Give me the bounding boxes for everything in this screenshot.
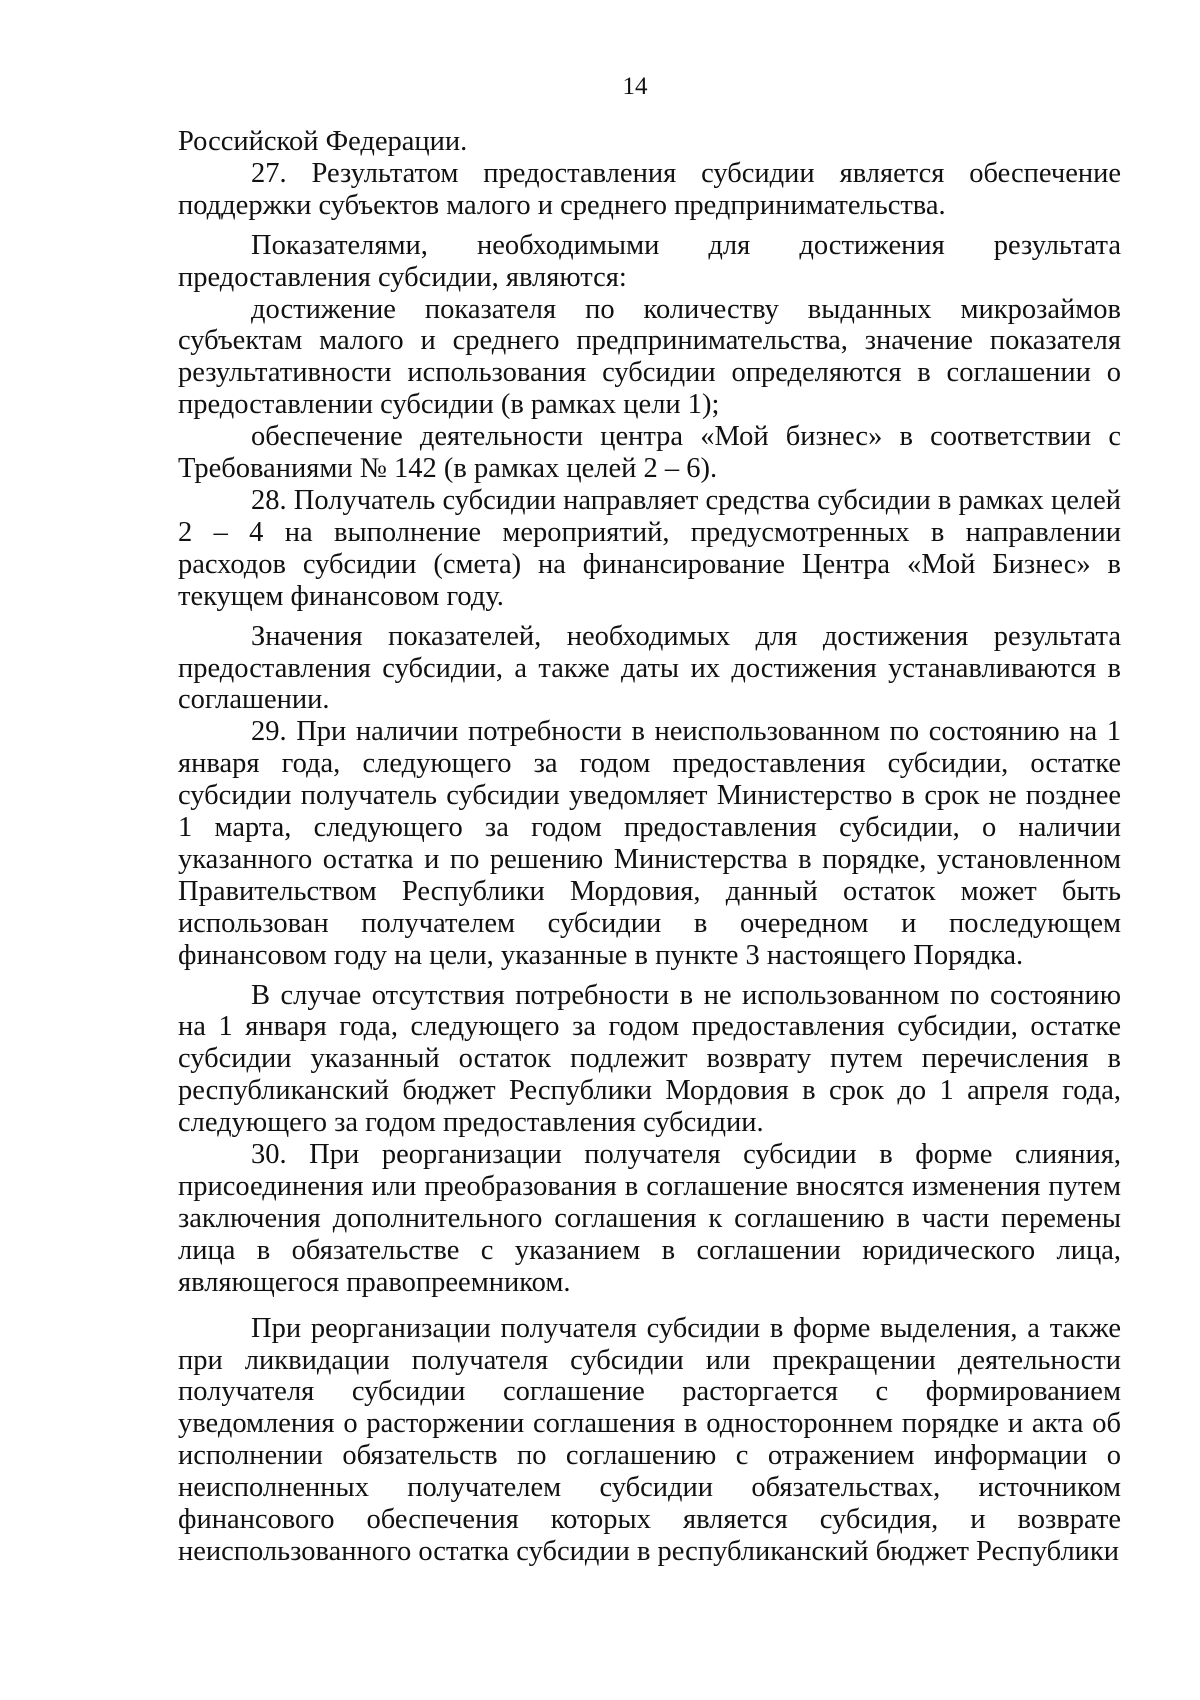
paragraph-item-30: 30. При реорганизации получателя субсидии в форме слияния, присоединения или преобразования в соглашение вносятся изменения путем заключения дополнительного соглашения к соглашению в части перемены лица в обязательстве с указанием в соглашении юридического лица, являющегося правопреемником. — [178, 1139, 1121, 1298]
document-body — [178, 126, 1121, 1568]
page-number: 14 — [622, 73, 648, 100]
paragraph-indicator-my-business: обеспечение деятельности центра «Мой бизнес» в соответствии с Требованиями № 142 (в рамках целей 2 – 6). — [178, 421, 1121, 485]
paragraph-reorganization-separation: При реорганизации получателя субсидии в форме выделения, а также при ликвидации получателя субсидии или прекращении деятельности получателя субсидии соглашение расторгается с формированием уведомления о расторжении соглашения в одностороннем порядке и акта об исполнении обязательств по соглашению с отражением информации о неисполненных получателем субсидии обязательствах, источником финансового обеспечения которых является субсидия, и возврате неиспользованного остатка субсидии в республиканский бюджет Республики — [178, 1312, 1121, 1567]
paragraph-item-27: 27. Результатом предоставления субсидии является обеспечение поддержки субъектов малого и среднего предпринимательства. — [178, 157, 1121, 221]
paragraph-indicator-microloans: достижение показателя по количеству выданных микрозаймов субъектам малого и среднего предпринимательства, значение показателя результативности использования субсидии определяются в соглашении о предоставлении субсидии (в рамках цели 1); — [178, 293, 1121, 421]
paragraph-item-29: 29. При наличии потребности в неиспользованном по состоянию на 1 января года, следующего за годом предоставления субсидии, остатке субсидии получатель субсидии уведомляет Министерство в срок не позднее 1 марта, следующего за годом предоставления субсидии, о наличии указанного остатка и по решению Министерства в порядке, установленном Правительством Республики Мордовия, данный остаток может быть использован получателем субсидии в очередном и последующем финансовом году на цели, указанные в пункте 3 настоящего Порядка. — [178, 716, 1121, 971]
paragraph-indicators-intro: Показателями, необходимыми для достижения результата предоставления субсидии, являются: — [178, 229, 1121, 293]
paragraph-unused-balance-return: В случае отсутствия потребности в не использованном по состоянию на 1 января года, следующего за годом предоставления субсидии, остатке субсидии указанный остаток подлежит возврату путем перечисления в республиканский бюджет Республики Мордовия в срок до 1 апреля года, следующего за годом предоставления субсидии. — [178, 979, 1121, 1139]
paragraph-continuation: Российской Федерации. — [178, 126, 468, 157]
paragraph-indicator-values: Значения показателей, необходимых для достижения результата предоставления субсидии, а также даты их достижения устанавливаются в соглашении. — [178, 620, 1121, 716]
paragraph-item-28: 28. Получатель субсидии направляет средства субсидии в рамках целей 2 – 4 на выполнение мероприятий, предусмотренных в направлении расходов субсидии (смета) на финансирование Центра «Мой Бизнес» в текущем финансовом году. — [178, 484, 1121, 612]
